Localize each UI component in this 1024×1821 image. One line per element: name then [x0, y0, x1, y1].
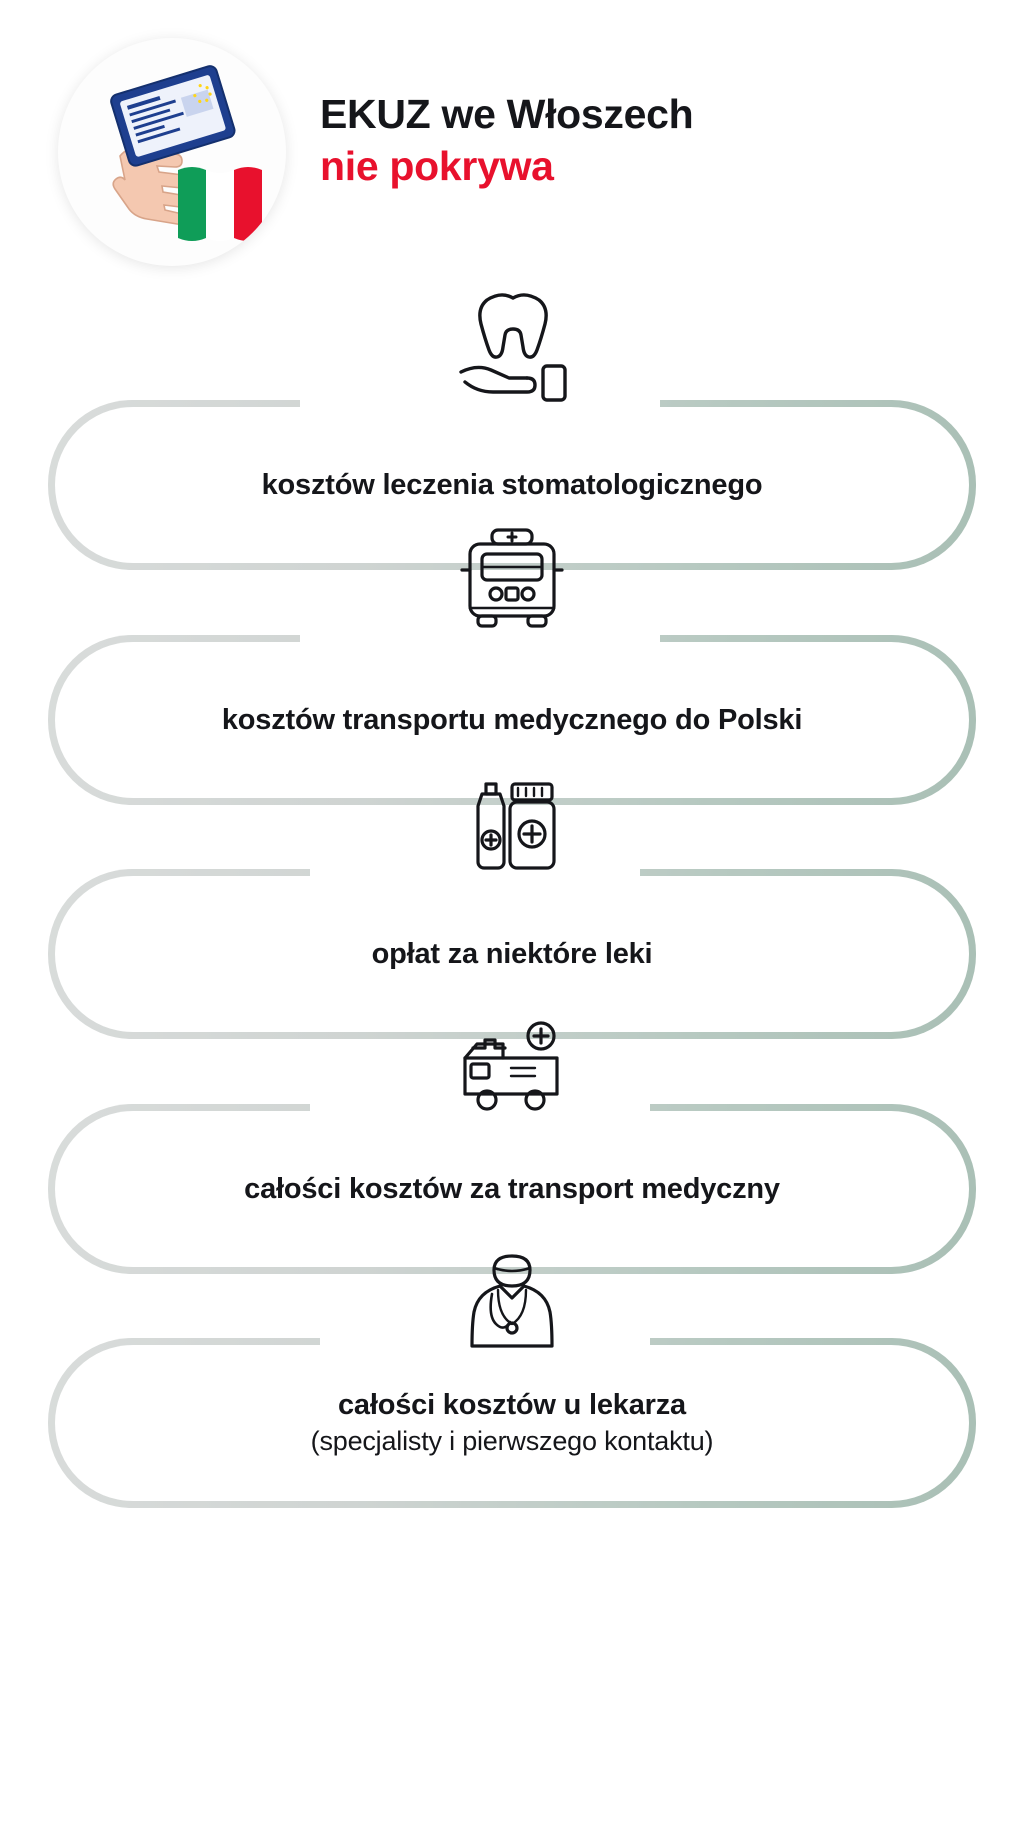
pill-outline	[48, 1104, 976, 1274]
list-item-label: kosztów leczenia stomatologicznego	[261, 468, 763, 501]
pill-body	[55, 1345, 969, 1501]
ekuz-card-italy-logo	[58, 38, 286, 266]
pill-body	[55, 1111, 969, 1267]
title-line-2: nie pokrywa	[320, 143, 554, 190]
ekuz-card-italy-flag-icon	[58, 38, 286, 266]
list-item-label: kosztów transportu medycznego do Polski	[221, 703, 803, 736]
list-item-label-main: całości kosztów u lekarza	[337, 1389, 686, 1422]
doctor-icon	[454, 1250, 570, 1352]
list-item-label-sub: (specjalisty i pierwszego kontaktu)	[310, 1426, 714, 1457]
list-item-label	[271, 1388, 754, 1457]
list-item-label: całości kosztów za transport medyczny	[244, 1172, 780, 1205]
header	[0, 30, 1024, 270]
pill-outline	[48, 1338, 976, 1508]
tooth-in-hand-icon	[447, 288, 577, 408]
ambulance-side-icon	[451, 1018, 573, 1118]
pill-body	[55, 642, 969, 798]
medicine-bottles-icon	[452, 778, 572, 878]
list-item-label: opłat za niektóre leki	[371, 937, 653, 970]
title-line-1: EKUZ we Włoszech	[320, 91, 694, 137]
ambulance-front-icon	[452, 524, 572, 642]
pill-body	[55, 876, 969, 1032]
page-title	[320, 88, 980, 193]
pill-outline	[48, 869, 976, 1039]
